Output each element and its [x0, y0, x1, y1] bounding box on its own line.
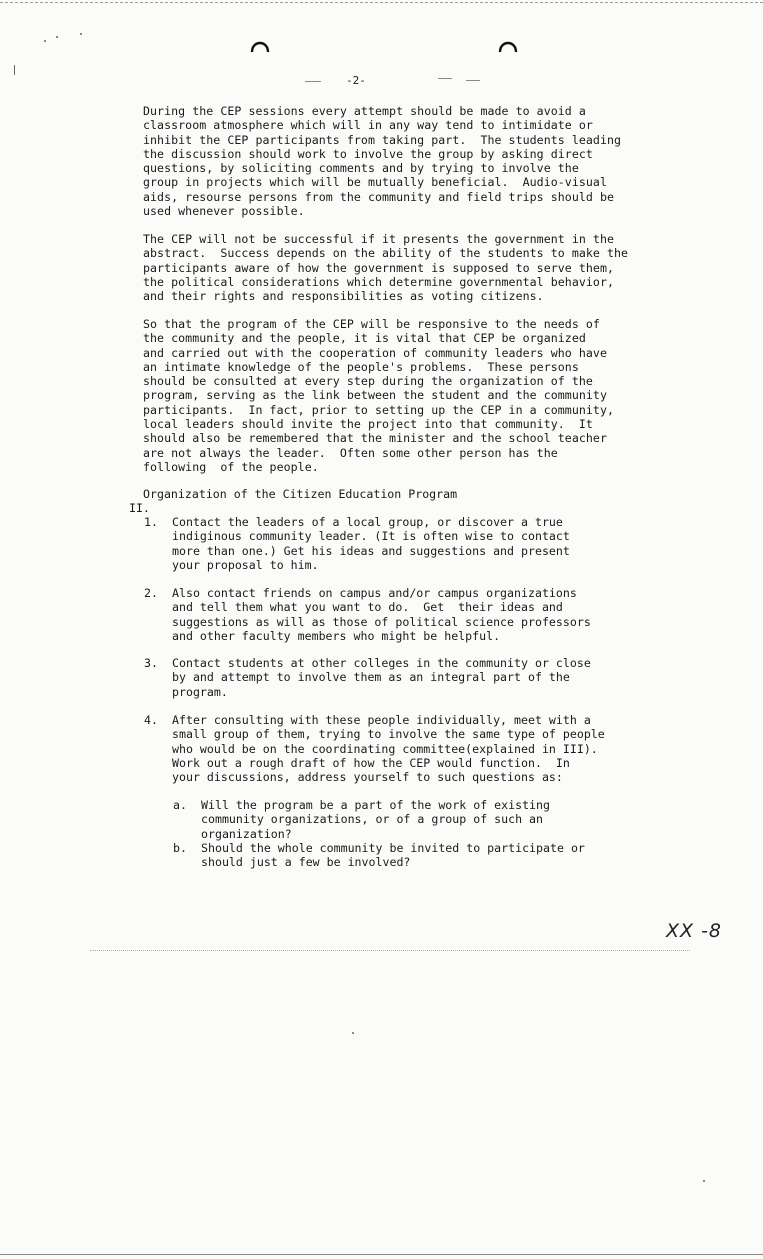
page-edge-top	[0, 2, 763, 3]
list-item	[144, 515, 570, 572]
page-number: -2-	[346, 74, 366, 87]
section-numeral: II.	[128, 501, 150, 516]
scan-speck	[352, 1032, 354, 1034]
sub-list-item-letter: a.	[173, 798, 187, 812]
list-item	[144, 713, 605, 785]
list-item-number: 2.	[144, 586, 158, 600]
scan-speck	[44, 40, 46, 42]
paragraph-session-conduct: During the CEP sessions every attempt should be made to avoid a classroom atmosphere which will in any way tend to intimidate or inhibit the CEP participants from taking part. The students leading the discussion should work to involve the group by asking direct questions, by soliciting comments and by trying to involve the group in projects which will be mutually beneficial. Audio-visual aids, resourse persons from the community and field trips should be used whenever possible.	[143, 104, 622, 219]
scan-mark	[305, 81, 321, 82]
sub-list-item-letter: b.	[173, 841, 187, 855]
list-item-text: Contact the leaders of a local group, or discover a true indiginous community leader. (It is often wise to contact more than one.) Get his ideas and suggestions and present your proposal to him.	[172, 515, 570, 572]
punch-hole-left-icon	[250, 34, 270, 54]
list-item-text: After consulting with these people individually, meet with a small group of them, trying to involve the same type of people who would be on the coordinating committee(explained in III). Work out a rough draft of how the CEP would function. In your discussions, address yourself to such questions as:	[172, 713, 605, 785]
section-title: Organization of the Citizen Education Program	[143, 487, 458, 501]
scan-mark	[466, 80, 480, 81]
scan-speck	[14, 65, 15, 75]
list-item	[144, 656, 591, 699]
handwritten-document-code: XX -8	[666, 920, 723, 942]
list-item-text: Contact students at other colleges in the community or close by and attempt to involve them as an integral part of the program.	[172, 656, 591, 699]
page-edge-bottom	[0, 1254, 763, 1255]
paragraph-community-leaders: So that the program of the CEP will be responsive to the needs of the community and the people, it is vital that CEP be organized and carried out with the cooperation of community leaders who have an intimate knowledge of the people's problems. These persons should be consulted at every step during the organization of the program, serving as the link between the student and the community participants. In fact, prior to setting up the CEP in a community, local leaders should invite the project into that community. It should also be remembered that the minister and the school teacher are not always the leader. Often some other person has the following of the people.	[143, 317, 615, 474]
sub-list-item	[173, 841, 585, 884]
list-item-number: 1.	[144, 515, 158, 529]
list-item-text: Also contact friends on campus and/or campus organizations and tell them what you want to do. Get their ideas and suggestions as will as those of political science professors and other faculty members who might be helpful.	[172, 586, 591, 643]
punch-hole-right-icon	[498, 34, 518, 54]
fold-line	[90, 950, 690, 951]
list-item	[144, 586, 591, 643]
paragraph-government-abstract: The CEP will not be successful if it presents the government in the abstract. Success depends on the ability of the students to make the participants aware of how the government is supposed to serve them, the political considerations which determine governmental behavior, and their rights and responsibilities as voting citizens.	[143, 232, 629, 304]
sub-list-item-text: Will the program be a part of the work of existing community organizations, or of a group of such an organization?	[201, 798, 551, 841]
list-item-number: 3.	[144, 656, 158, 670]
scan-speck	[56, 36, 58, 38]
sub-list-item-text: Should the whole community be invited to participate or should just a few be involved?	[201, 841, 585, 870]
scan-speck	[703, 1180, 705, 1182]
scan-speck	[80, 33, 82, 35]
sub-list-item	[173, 798, 551, 841]
scan-mark	[438, 78, 452, 79]
list-item-number: 4.	[144, 713, 158, 727]
